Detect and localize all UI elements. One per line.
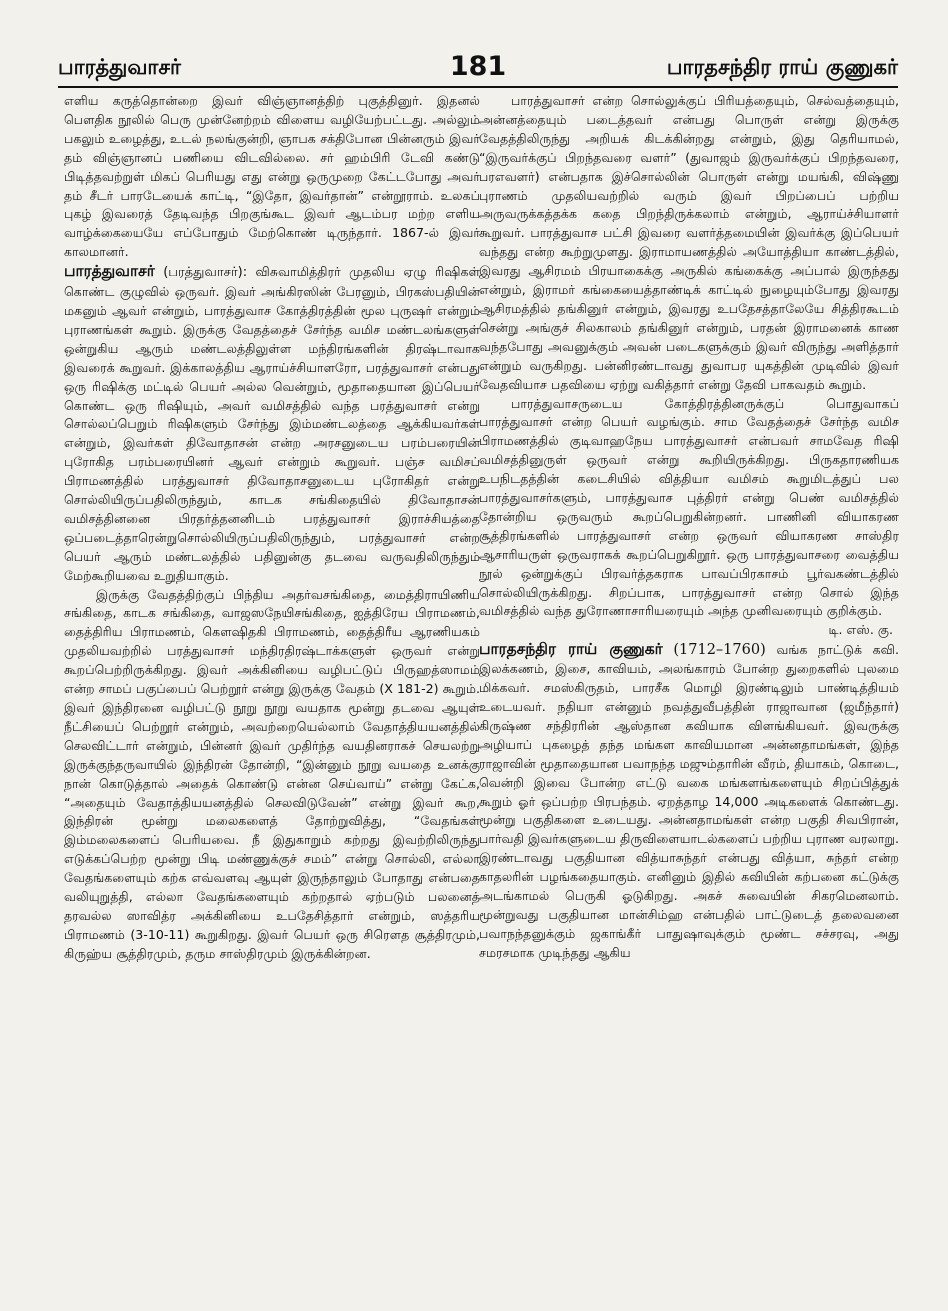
paragraph-bharatchandra: வங்க நாட்டுக் கவி. இலக்கணம், இசை, காவியம், அலங்காரம் போன்ற துறைகளில் புலமை மிக்கவர். சமஸ்கிருதம், பாரசீக மொழி இரண்டிலும் பாண்டித்தியம் உடையவர். நதியா என்னும் நவத்துவீபத்தின் ராஜாவான (ஜமீந்தார்) கிருஷ்ண சந்திரரின் ஆஸ்தான கவியாக விளங்கியவர். இவருக்கு அழியாப் புகழைத் தந்த மங்கள காவியமான அன்னதாமங்கள், இந்த ராஜாவின் மூதாதையான பவாநந்த மஜும்தாரின் வீரம், தியாகம், கொடை, வென்றி இவை போன்ற எட்டு வகை மங்களங்களையும் சிறப்பித்துக் கூறும் ஓர் ஒப்பற்ற பிரபந்தம். ஏறத்தாழ 14,000 அடிகளைக் கொண்டது. மூன்று பகுதிகளை உடையது. அன்னதாமங்கள் என்ற பகுதி சிவபிரான், பார்வதி இவர்களுடைய திருவிளையாடல்களைப் பற்றிய புராண வரலாறு. இரண்டாவது பகுதியான வித்யாசுந்தர் என்பது வித்யா, சுந்தர் என்ற காதலரின் பழங்கதையாகும். எனினும் இதில் கவியின் கற்பனை கட்டுக்கு அடங்காமல் பெருகி ஓடுகிறது. அகச் சுவையின் சிகரமெனலாம். மூன்றுவது பகுதியான மான்சிம்ஹ என்பதில் பாட்டுடைத் தலைவனை பவாநந்தனுக்கும் ஜகாங்கீர் பாதுஷாவுக்கும் மூண்ட சச்சரவு, அது சமரசமாக முடிந்தது ஆகிய xyxy=(479,642,899,960)
page-header xyxy=(58,48,898,82)
header-rule xyxy=(58,86,898,88)
left-column xyxy=(64,92,480,1271)
header-left-keyword: பாரத்துவாசர் xyxy=(58,55,182,79)
paragraph-bharadvaja-intro: விசுவாமித்திரர் முதலிய ஏழு ரிஷிகள் கொண்ட குழுவில் ஒருவர். இவர் அங்கிரஸின் பேரனும், பிரகஸ்பதியின் மகனும் ஆவர் என்றும், பாரத்துவாச கோத்திரத்தின் மூல புருஷர் என்றும் புராணங்கள் கூறும். இருக்கு வேதத்தைச் சேர்ந்த வமிச மண்டலங்களுள் ஒன்றுகிய ஆரும் மண்டலத்திலுள்ள மந்திரங்களின் திரஷ்டாவாக இவரைக் கூறுவர். இக்காலத்திய ஆராய்ச்சியாளரோ, பரத்துவாசர் என்பது ஒரு ரிஷிக்கு மட்டில் பெயர் அல்ல வென்றும், மூதாதையான இப்பெயர் கொண்ட ஒரு ரிஷியும், அவர் வமிசத்தில் வந்த பரத்துவாசர் என்று சொல்லப்பெறும் ரிஷிகளும் சேர்ந்து இம்மண்டலத்தை ஆக்கியவர்கள் என்றும், இவர்கள் திவோதாசன் என்ற அரசனுடைய பரம்பரையின் புரோகித பரம்பரையினர் ஆவர் என்றும் கூறுவர். பஞ்ச வமிசப் பிராமணத்தில் பரத்துவாசர் திவோதாசனுடைய புரோகிதர் என்று சொல்லியிருப்பதிலிருந்தும், காடக சங்கிதையில் திவோதாசன் வமிசத்தினனை பிரதர்த்தனனிடம் பரத்துவாசர் இராச்சியத்தை ஒப்படைத்தாரென்றுசொல்லியிருப்பதிலிருந்தும், பரத்துவாசர் என்ற பெயர் ஆரும் மண்டலத்தில் பதினுன்கு தடவை வருவதிலிருந்தும் மேற்கூறியவை உறுதியாகும். xyxy=(64,264,480,583)
paragraph-faraday-end: எளிய கருத்தொன்றை இவர் விஞ்ஞானத்திற் புகுத்தினுர். இதனல் பௌதிக நூலில் பெரு முன்னேற்றம் விளைய வழியேற்பட்டது. அல்லும் பகலும் உழைத்து, உடல் நலங்குன்றி, ஞாபக சக்திபோன பின்னரும் இவர் தம் விஞ்ஞானப் பணியை விடவில்லை. சர் ஹம்பிரி டேவி கண்டு பிடித்தவற்றுள் மிகப் பெரியது எது என்று ஒருமுறை கேட்டபோது அவர் தம் சீடர் பாரடேயைக் காட்டி, “இதோ, இவர்தான்” என்றூராம். உலகப் புகழ் இவரைத் தேடிவந்த பிறகுங்கூட இவர் ஆடம்பர மற்ற எளிய வாழ்க்கையையே எப்போதும் மேற்கொண் டிருந்தார். 1867-ல் இவர் காலமானர். xyxy=(64,93,480,260)
paragraph-bharadvaja-lineage: பாரத்துவாசருடைய கோத்திரத்தினருக்குப் பொதுவாகப் பாரத்துவாசர் என்ற பெயர் வழங்கும். சாம வேதத்தைச் சேர்ந்த வமிச பிராமணத்தில் குடிவாஹநேய பாரத்துவாசர் என்பவர் சாமவேத ரிஷி வமிசத்தினுருள் ஒருவர் என்று கூறியிருக்கிறது. பிருகதாரணியக உபநிடதத்தின் கடைசியில் வித்தியா வமிசம் கூறுமிடத்துப் பல பாரத்துவாசர்களும், பாரத்துவாச புத்திரர் என்று பெண் வமிசத்தில் தோன்றிய ஒருவரும் கூறப்பெறுகின்றனர். பாணினி வியாகரண சூத்திரங்களில் பாரத்துவாசர் என்ற ஒருவர் வியாகரண சாஸ்திர ஆசாரியருள் ஒருவராகக் கூறப்பெறுகிறூர். ஒரு பாரத்துவாசரை வைத்திய நூல் ஒன்றுக்குப் பிரவர்த்தகராக பாவப்பிரகாசம் பூர்வகண்டத்தில் சொல்லியிருக்கிறது. சிறப்பாக, பாரத்துவாசர் என்ற சொல் இந்த வமிசத்தில் வந்த துரோணாசாரியரையும் அந்த முனிவரையும் குறிக்கும். xyxy=(479,395,899,619)
page-number: 181 xyxy=(449,51,507,82)
paragraph-bharadvaja-meaning: பாரத்துவாசர் என்ற சொல்லுக்குப் பிரியத்தையும், செல்வத்தையும், அன்னத்தையும் படைத்தவர் என்பது பொருள் என்று இருக்கு வேதத்திலிருந்து அறியக் கிடக்கின்றது என்றும், இது தெரியாமல், “இருவர்க்குப் பிறந்தவரை வளர்” (துவாஜம் இருவர்க்குப் பிறந்தவரை, பரஎவளர்) என்பதாக இச்சொல்லின் பொருள் என்று மயங்கி, விஷ்ணு புராணம் முதலியவற்றில் வரும் இவர் பிறப்பைப் பற்றிய அருவருக்கத்தக்க கதை பிறந்திருக்கலாம் என்றும், ஆராய்ச்சியாளர் கூறுவர். பாரத்துவாச பட்சி இவரை வளர்த்தமையின் இவர்க்கு இப்பெயர் வந்தது என்ற கூற்றுமுளது. இராமாயணத்தில் அயோத்தியா காண்டத்தில், இவரது ஆசிரமம் பிரயாகைக்கு அருகில் கங்கைக்கு அப்பால் இருந்தது என்றும், இராமர் கங்கையைத்தாண்டிக் காட்டில் நுழையும்போது இவரது ஆசிரமத்தில் தங்கினுர் என்றும், இவரது உபதேசத்தாலேயே சித்திரகூடம் சென்று அங்குச் சிலகாலம் தங்கினுர் என்றும், பரதன் இராமனைக் காண வந்தபோது அவனுக்கும் அவன் படைகளுக்கும் இவர் விருந்து அளித்தார் என்றும் வருகிறது. பன்னிரண்டாவது துவாபர யுகத்தின் முடிவில் இவர் வேதவியாச பதவியை ஏற்று வகித்தார் என்று தேவி பாகவதம் கூறும். xyxy=(479,93,899,392)
entry-title-bharadvaja: பாரத்துவாசர் xyxy=(64,262,155,281)
right-column xyxy=(479,92,899,1271)
entry-bharatchandra xyxy=(479,640,899,962)
paragraph-bharadvaja-vedas: இருக்கு வேதத்திற்குப் பிந்திய அதர்வசங்கிதை, மைத்திராயிணிய சங்கிதை, காடக சங்கிதை, வாஜஸநேயிசங்கிதை, ஐத்திரேய பிராமணம், தைத்திரிய பிராமணம், கௌஷிதகி பிராமணம், தைத்திரீய ஆரணியகம் முதலியவற்றில் பரத்துவாசர் மந்திரதிரஷ்டாக்களுள் ஒருவர் என்று கூறப்பெற்றிருக்கிறது. இவர் அக்கினியை வழிபட்டுப் பிருஹத்ஸாமம் என்ற சாமப் பகுப்பைப் பெற்றூர் என்று இருக்கு வேதம் (X 181-2) கூறும். இவர் இந்திரனை வழிபட்டு நூறு நூறு வயதாக மூன்று தடவை ஆயுள் நீட்சியைப் பெற்றூர் என்றும், அவற்றையெல்லாம் வேதாத்தியயனத்தில் செலவிட்டார் என்றும், பின்னர் இவர் முதிர்ந்த வயதினராகச் செயலற்று இருக்குந்தருவாயில் இந்திரன் தோன்றி, “இன்னும் நூறு வயதை உனக்கு நான் கொடுத்தால் அதைக் கொண்டு என்ன செய்வாய்” என்று கேட்க, “அதையும் வேதாத்தியயனத்தில் செலவிடுவேன்” என்று இவர் கூற, இந்திரன் மூன்று மலைகளைத் தோற்றுவித்து, “வேதங்கள் இம்மலைகளைப் பெரியவை. நீ இதுகாறும் கற்றது இவற்றிலிருந்து எடுக்கப்பெற்ற மூன்று பிடி மண்ணுக்குச் சமம்” என்று சொல்லி, எல்லா வேதங்களையும் கற்க எவ்வளவு ஆயுள் இருந்தாலும் போதாது என்பதை வலியுறுத்தி, எல்லா வேதங்களையும் கற்றதால் ஏற்படும் பலனைத் தரவல்ல ஸாவித்ர அக்கினியை உபதேசித்தார் என்றும், ஸத்தரிய பிராமணம் (3-10-11) கூறுகிறது. இவர் பெயர் ஒரு சிரௌத சூத்திரமும், கிருஹ்ய சூத்திரமும், தரும சாஸ்திரமும் இருக்கின்றன. xyxy=(64,586,480,961)
entry-bharadvaja xyxy=(64,262,480,585)
header-right-keyword: பாரதசந்திர ராய் குணுகர் xyxy=(666,55,898,79)
entry-title-bharatchandra: பாரதசந்திர ராய் குணுகர் xyxy=(479,640,663,659)
entry-dates: (1712–1760) xyxy=(673,642,766,659)
entry-title-paren: (பரத்துவாசர்): xyxy=(163,265,248,281)
author-signature: டி. எஸ். கு. xyxy=(828,622,893,638)
